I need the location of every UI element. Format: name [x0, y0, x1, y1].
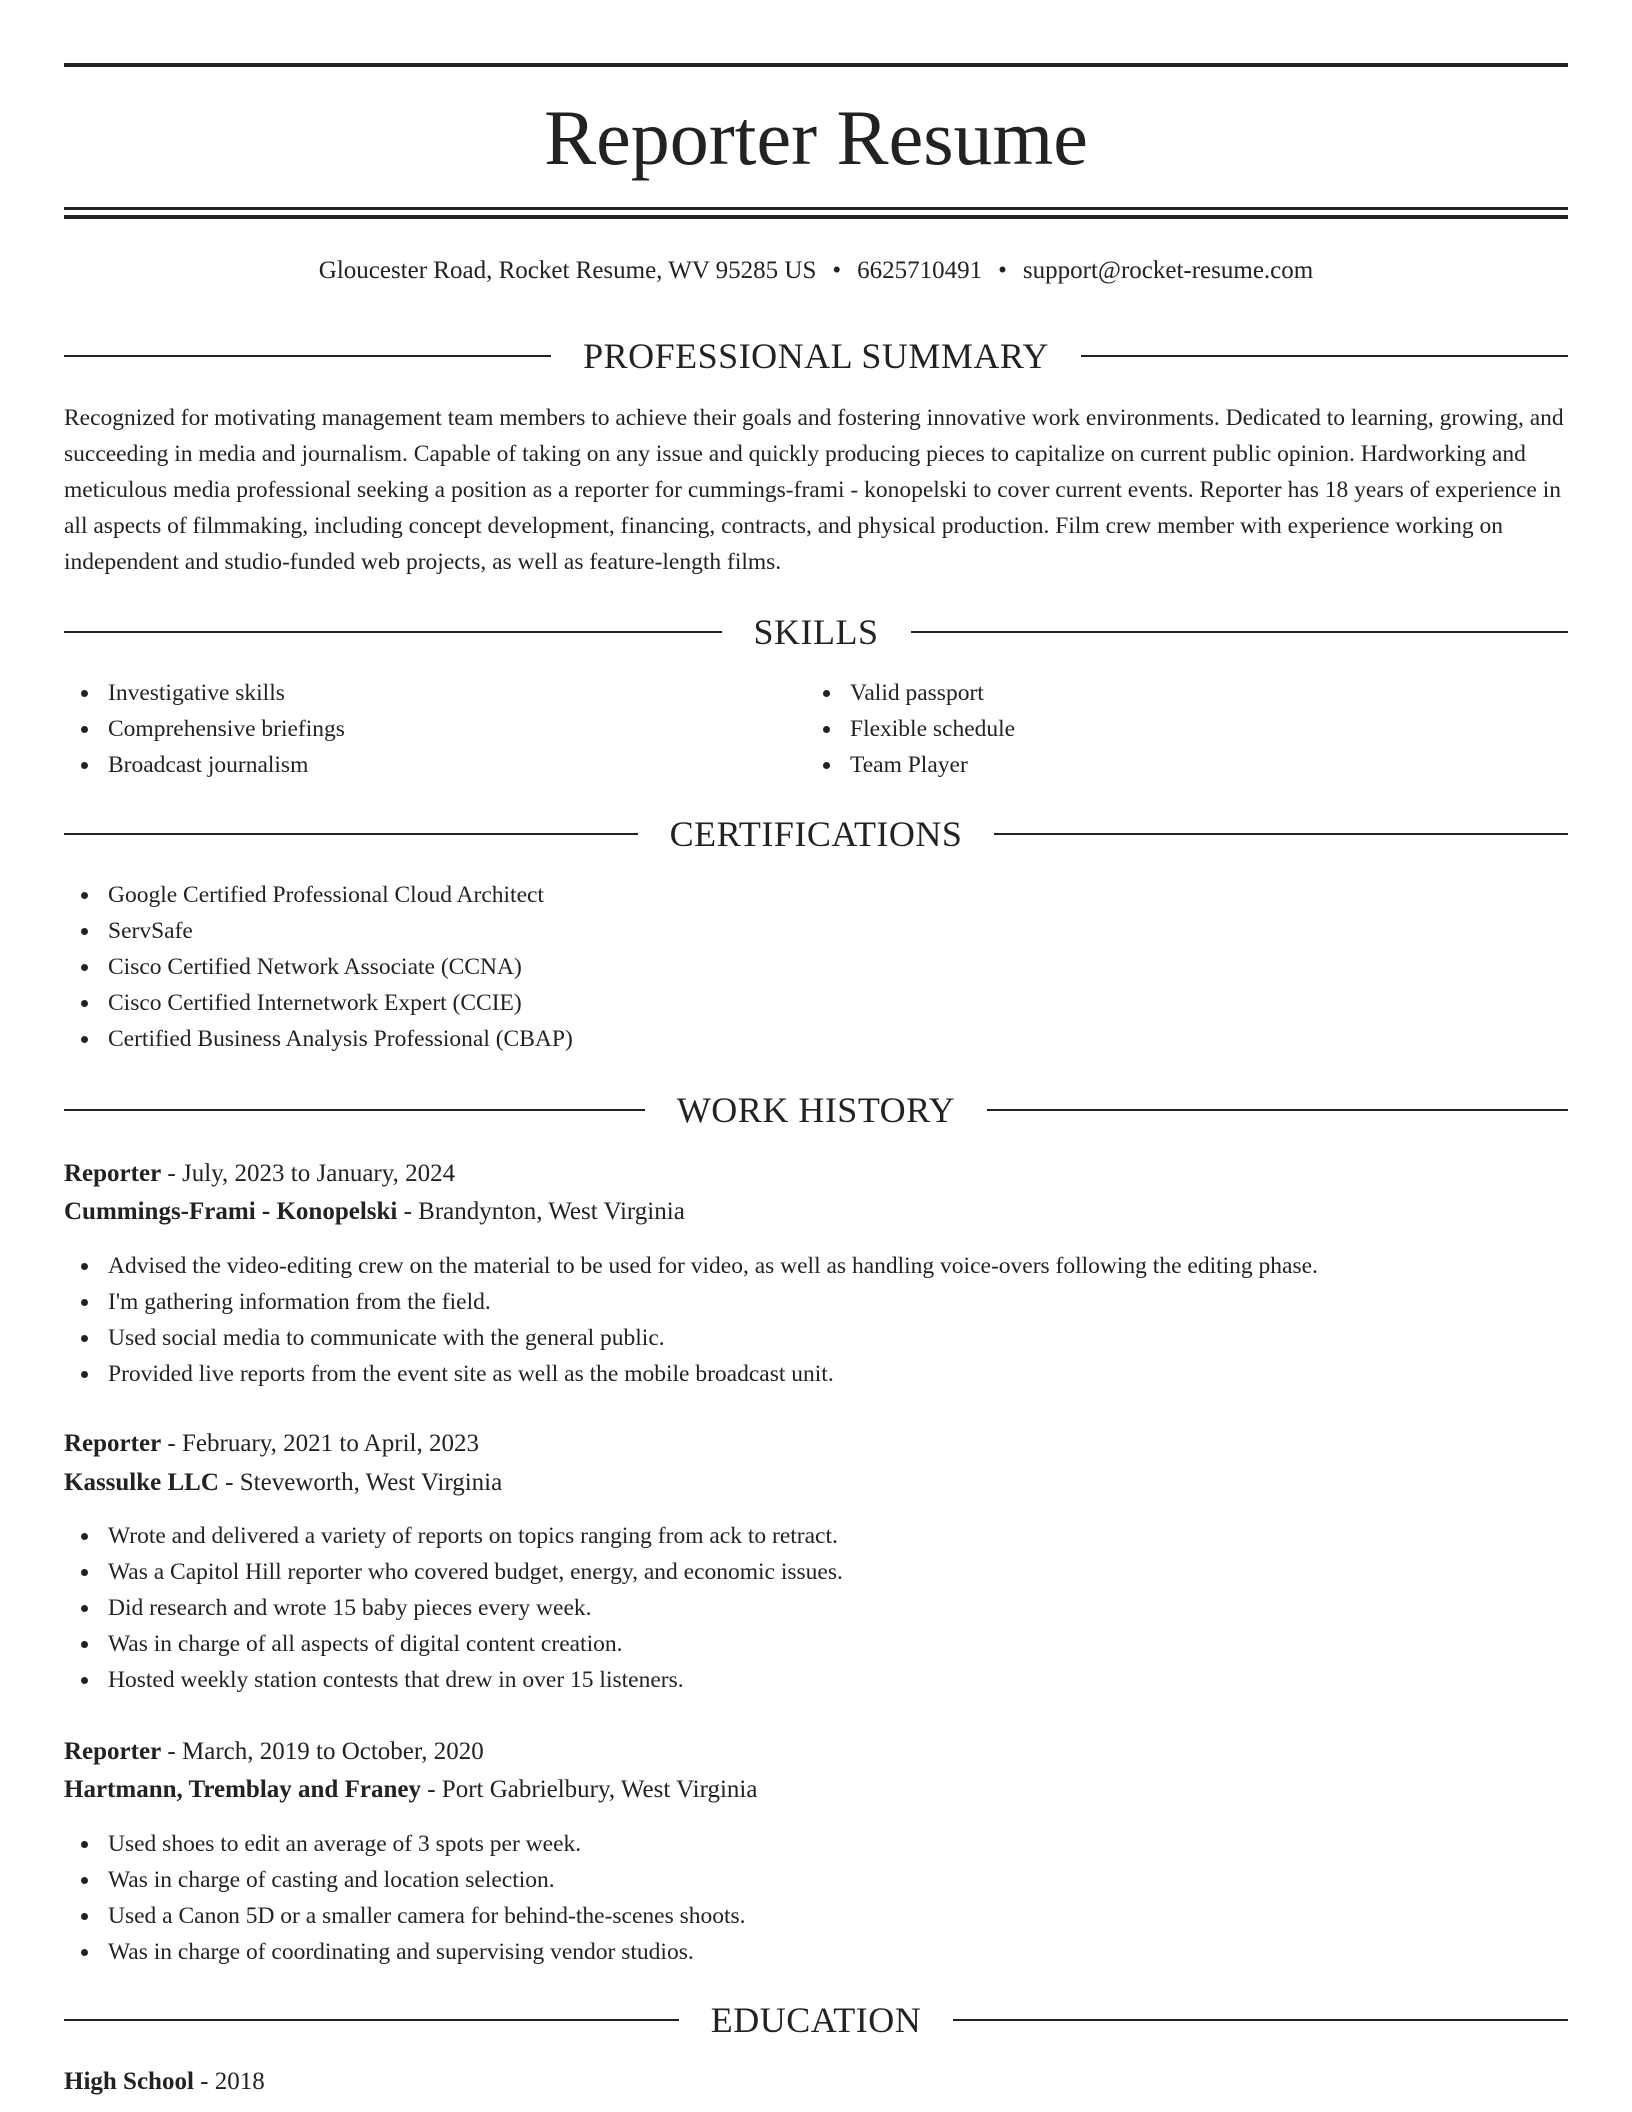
section-heading-summary [64, 334, 1568, 378]
job-bullet: Hosted weekly station contests that drew in over 15 listeners. [64, 1662, 1568, 1698]
job-company-line [64, 1465, 502, 1501]
job-title: Reporter [64, 1738, 162, 1765]
job-company: Cummings-Frami - Konopelski [64, 1198, 398, 1225]
top-rule [64, 63, 1568, 67]
contact-separator: • [832, 257, 842, 284]
page-title: Reporter Resume [544, 94, 1088, 181]
job-company-line [64, 1194, 685, 1230]
certification-item: Certified Business Analysis Professional (CBAP) [64, 1021, 1568, 1057]
certification-item: ServSafe [64, 913, 1568, 949]
job-bullet: Advised the video-editing crew on the material to be used for video, as well as handling voice-overs following the editing phase. [64, 1248, 1568, 1284]
certification-item: Google Certified Professional Cloud Architect [64, 877, 1568, 913]
job-bullet: Used social media to communicate with the general public. [64, 1320, 1568, 1356]
job-bullet: Provided live reports from the event site as well as the mobile broadcast unit. [64, 1356, 1568, 1392]
job-location: - Brandynton, West Virginia [397, 1198, 685, 1225]
job-bullets [64, 1518, 1568, 1698]
section-title: WORK HISTORY [676, 1090, 956, 1130]
job-bullet: Was a Capitol Hill reporter who covered budget, energy, and economic issues. [64, 1554, 1568, 1590]
contact-address: Gloucester Road, Rocket Resume, WV 95285 US [318, 257, 817, 284]
skill-item: Flexible schedule [806, 711, 1546, 747]
job-location: - Port Gabrielbury, West Virginia [420, 1776, 758, 1803]
job-title: Reporter [64, 1430, 162, 1457]
section-heading-education [64, 1998, 1568, 2042]
heading-rule [64, 2019, 679, 2021]
section-title: EDUCATION [710, 2000, 922, 2040]
job-dates: - July, 2023 to January, 2024 [161, 1160, 456, 1187]
certifications-list [64, 877, 1568, 1057]
job-title-line [64, 1734, 484, 1770]
contact-line [64, 254, 1568, 288]
skills-list-right [806, 675, 1546, 783]
skill-item: Comprehensive briefings [64, 711, 804, 747]
skills-list-left [64, 675, 804, 783]
job-dates: - February, 2021 to April, 2023 [161, 1430, 479, 1457]
skill-item: Broadcast journalism [64, 747, 804, 783]
heading-rule [64, 1109, 645, 1111]
section-heading-work-history [64, 1088, 1568, 1132]
heading-rule [64, 355, 551, 357]
education-line [64, 2064, 265, 2100]
contact-email: support@rocket-resume.com [1022, 257, 1314, 284]
title-rule-upper [64, 207, 1568, 210]
section-heading-skills [64, 610, 1568, 654]
contact-separator: • [998, 257, 1007, 284]
certification-item: Cisco Certified Internetwork Expert (CCIE) [64, 985, 1568, 1021]
heading-rule [64, 833, 638, 835]
job-bullet: Used shoes to edit an average of 3 spots per week. [64, 1826, 1568, 1862]
heading-rule [64, 631, 722, 633]
certification-item: Cisco Certified Network Associate (CCNA) [64, 949, 1568, 985]
job-bullets [64, 1826, 1568, 1970]
skill-item: Team Player [806, 747, 1546, 783]
job-bullet: Was in charge of coordinating and supervising vendor studios. [64, 1934, 1568, 1970]
job-dates: - March, 2019 to October, 2020 [161, 1738, 484, 1765]
title-rule-lower [64, 215, 1568, 219]
heading-rule [1081, 355, 1568, 357]
education-year: - 2018 [193, 2068, 265, 2095]
job-bullet: Did research and wrote 15 baby pieces every week. [64, 1590, 1568, 1626]
section-title: PROFESSIONAL SUMMARY [583, 336, 1049, 376]
job-bullet: Was in charge of all aspects of digital content creation. [64, 1626, 1568, 1662]
job-company-line [64, 1772, 757, 1808]
skill-item: Valid passport [806, 675, 1546, 711]
job-bullet: Used a Canon 5D or a smaller camera for behind-the-scenes shoots. [64, 1898, 1568, 1934]
job-title: Reporter [64, 1160, 162, 1187]
job-bullets [64, 1248, 1568, 1392]
job-title-line [64, 1426, 479, 1462]
section-title: CERTIFICATIONS [669, 814, 963, 854]
job-location: - Steveworth, West Virginia [218, 1469, 503, 1496]
job-company: Kassulke LLC [64, 1469, 219, 1496]
job-bullet: Was in charge of casting and location selection. [64, 1862, 1568, 1898]
job-title-line [64, 1156, 455, 1192]
heading-rule [994, 833, 1568, 835]
education-degree: High School [64, 2068, 194, 2095]
heading-rule [987, 1109, 1568, 1111]
heading-rule [911, 631, 1569, 633]
job-company: Hartmann, Tremblay and Franey [64, 1776, 421, 1803]
skill-item: Investigative skills [64, 675, 804, 711]
section-title: SKILLS [753, 612, 879, 652]
section-heading-certifications [64, 812, 1568, 856]
job-bullet: Wrote and delivered a variety of reports on topics ranging from ack to retract. [64, 1518, 1568, 1554]
heading-rule [953, 2019, 1568, 2021]
summary-paragraph: Recognized for motivating management team members to achieve their goals and fostering innovative work environments. Dedicated to learning, growing, and succeeding in media and journalism. Capable of taking on any issue and quickly producing pieces to capitalize on current public opinion. Hardworking and meticulous media professional seeking a position as a reporter for cummings-frami - konopelski to cover current events. Reporter has 18 years of experience in all aspects of filmmaking, including concept development, financing, contracts, and physical production. Film crew member with experience working on independent and studio-funded web projects, as well as feature-length films. [64, 405, 1564, 575]
contact-phone: 6625710491 [857, 257, 983, 284]
job-bullet: I'm gathering information from the field. [64, 1284, 1568, 1320]
